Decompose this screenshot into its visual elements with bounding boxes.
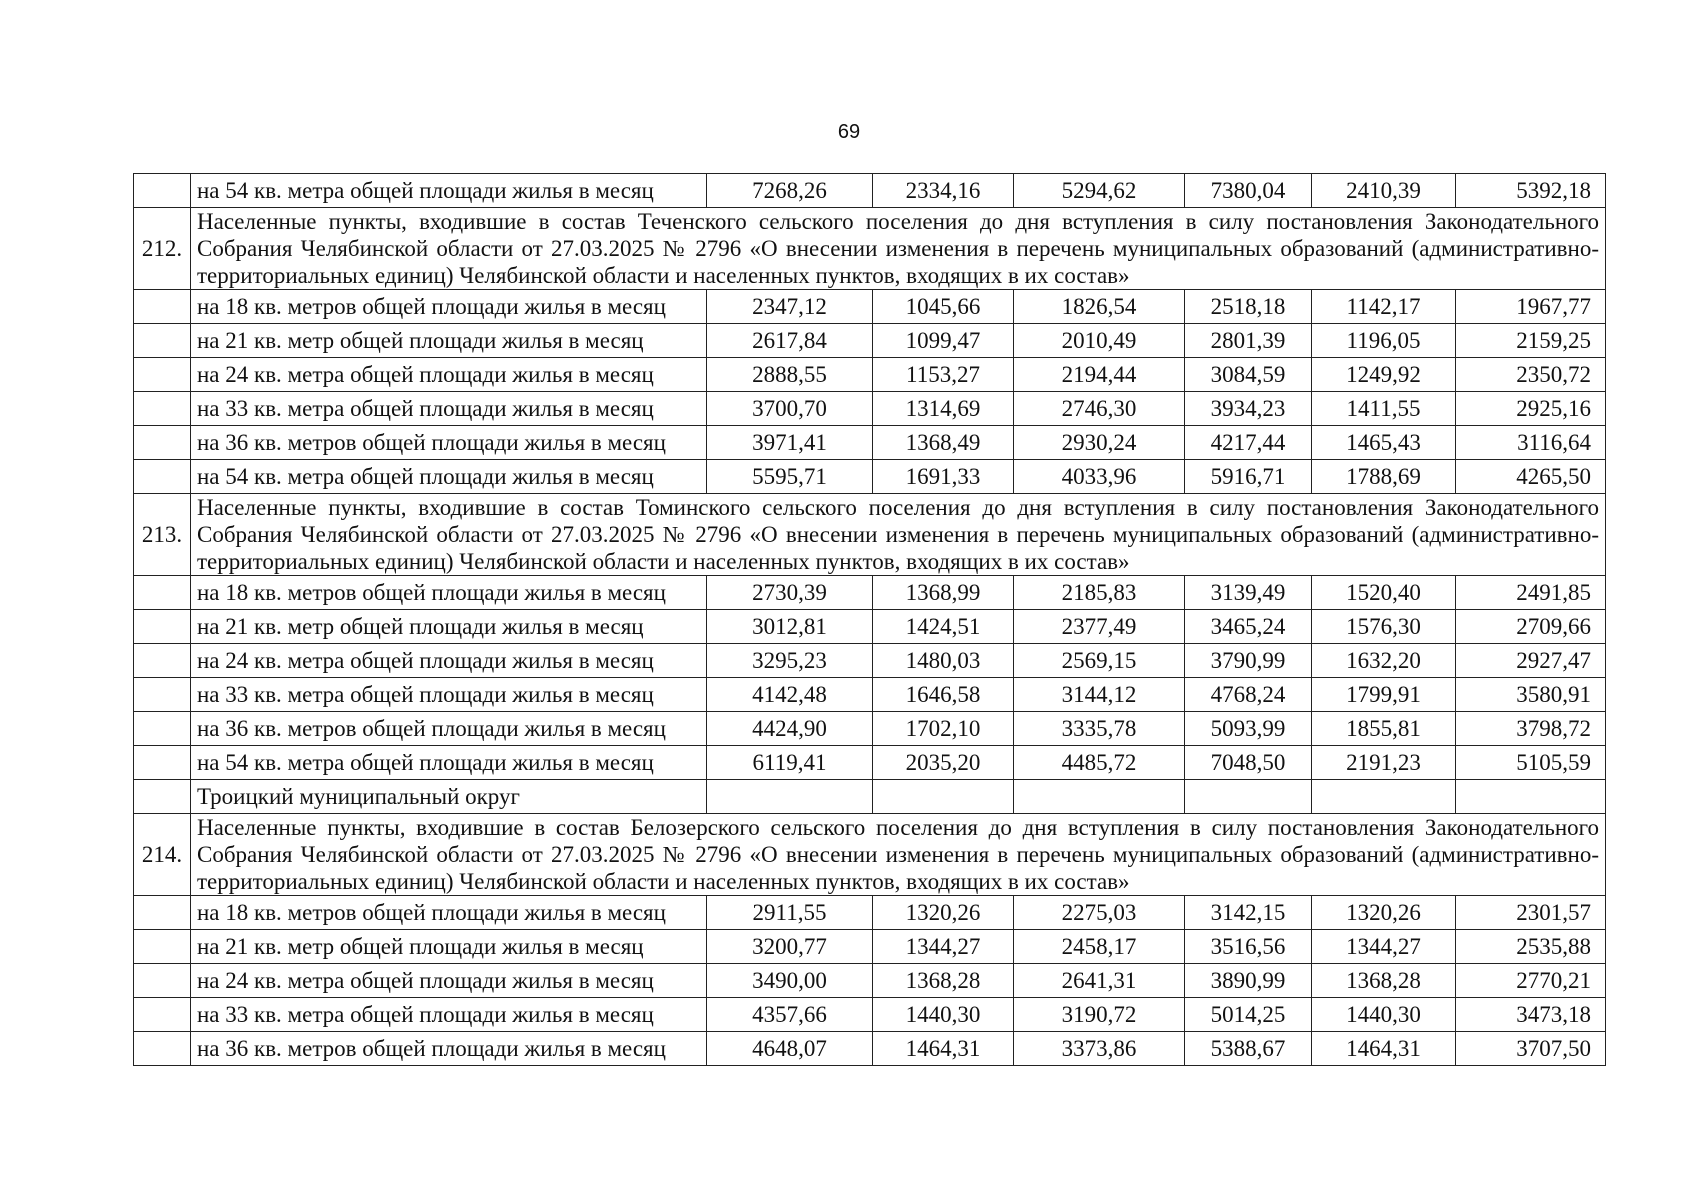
- value-cell: 2010,49: [1014, 324, 1185, 358]
- value-cell: [1185, 780, 1312, 814]
- value-cell: 2301,57: [1456, 896, 1606, 930]
- value-cell: 4485,72: [1014, 746, 1185, 780]
- row-number: [134, 426, 191, 460]
- value-cell: 3971,41: [707, 426, 873, 460]
- row-label: на 33 кв. метра общей площади жилья в месяц: [191, 678, 707, 712]
- value-cell: 1249,92: [1312, 358, 1456, 392]
- table-row: [134, 290, 1606, 324]
- row-label: на 18 кв. метров общей площади жилья в месяц: [191, 576, 707, 610]
- value-cell: [707, 780, 873, 814]
- value-cell: 3465,24: [1185, 610, 1312, 644]
- value-cell: 1576,30: [1312, 610, 1456, 644]
- value-cell: 1142,17: [1312, 290, 1456, 324]
- table-row: [134, 610, 1606, 644]
- value-cell: 2334,16: [873, 174, 1014, 208]
- value-cell: 5388,67: [1185, 1032, 1312, 1066]
- value-cell: 1440,30: [1312, 998, 1456, 1032]
- table-row: [134, 746, 1606, 780]
- value-cell: 1368,49: [873, 426, 1014, 460]
- row-label: на 54 кв. метра общей площади жилья в месяц: [191, 460, 707, 494]
- row-number: [134, 780, 191, 814]
- value-cell: 4217,44: [1185, 426, 1312, 460]
- value-cell: 1702,10: [873, 712, 1014, 746]
- row-number: 212.: [134, 208, 191, 290]
- value-cell: 7380,04: [1185, 174, 1312, 208]
- value-cell: 1099,47: [873, 324, 1014, 358]
- table-row: [134, 324, 1606, 358]
- value-cell: 2350,72: [1456, 358, 1606, 392]
- table-row: [134, 644, 1606, 678]
- section-description: Населенные пункты, входившие в состав Белозерского сельского поселения до дня вступления в силу постановления Законодательного Собрания Челябинской области от 27.03.2025 № 2796 «О внесении изменения в перечень муниципальных образований (административно-территориальных единиц) Челябинской области и населенных пунктов, входящих в их состав»: [191, 814, 1606, 896]
- row-label: Троицкий муниципальный округ: [191, 780, 707, 814]
- value-cell: 1855,81: [1312, 712, 1456, 746]
- value-cell: 2617,84: [707, 324, 873, 358]
- value-cell: 1368,99: [873, 576, 1014, 610]
- row-number: [134, 712, 191, 746]
- table-row: [134, 964, 1606, 998]
- table-row: [134, 426, 1606, 460]
- value-cell: 2535,88: [1456, 930, 1606, 964]
- row-number: 213.: [134, 494, 191, 576]
- value-cell: 1464,31: [1312, 1032, 1456, 1066]
- table-row: [134, 930, 1606, 964]
- value-cell: 1440,30: [873, 998, 1014, 1032]
- value-cell: 2035,20: [873, 746, 1014, 780]
- table-row: [134, 174, 1606, 208]
- row-number: [134, 174, 191, 208]
- table-row: [134, 780, 1606, 814]
- value-cell: 4033,96: [1014, 460, 1185, 494]
- value-cell: 1045,66: [873, 290, 1014, 324]
- value-cell: 6119,41: [707, 746, 873, 780]
- row-number: [134, 610, 191, 644]
- value-cell: 3700,70: [707, 392, 873, 426]
- value-cell: 3335,78: [1014, 712, 1185, 746]
- row-label: на 54 кв. метра общей площади жилья в месяц: [191, 174, 707, 208]
- value-cell: 3200,77: [707, 930, 873, 964]
- row-label: на 21 кв. метр общей площади жилья в месяц: [191, 610, 707, 644]
- value-cell: 1480,03: [873, 644, 1014, 678]
- table-body: [134, 174, 1606, 1066]
- value-cell: 2377,49: [1014, 610, 1185, 644]
- value-cell: 2641,31: [1014, 964, 1185, 998]
- value-cell: 1314,69: [873, 392, 1014, 426]
- row-label: на 21 кв. метр общей площади жилья в месяц: [191, 930, 707, 964]
- value-cell: 2770,21: [1456, 964, 1606, 998]
- value-cell: 1320,26: [1312, 896, 1456, 930]
- row-label: на 54 кв. метра общей площади жилья в месяц: [191, 746, 707, 780]
- row-label: на 36 кв. метров общей площади жилья в месяц: [191, 712, 707, 746]
- value-cell: 1799,91: [1312, 678, 1456, 712]
- row-label: на 24 кв. метра общей площади жилья в месяц: [191, 358, 707, 392]
- row-label: на 33 кв. метра общей площади жилья в месяц: [191, 392, 707, 426]
- table-row: [134, 576, 1606, 610]
- value-cell: 3934,23: [1185, 392, 1312, 426]
- value-cell: 5392,18: [1456, 174, 1606, 208]
- value-cell: 3473,18: [1456, 998, 1606, 1032]
- value-cell: 3116,64: [1456, 426, 1606, 460]
- value-cell: 2730,39: [707, 576, 873, 610]
- row-number: [134, 460, 191, 494]
- row-number: [134, 576, 191, 610]
- page-number: 69: [837, 121, 861, 143]
- row-number: [134, 392, 191, 426]
- table-row: [134, 460, 1606, 494]
- value-cell: [1456, 780, 1606, 814]
- table-row: [134, 1032, 1606, 1066]
- value-cell: 1520,40: [1312, 576, 1456, 610]
- value-cell: 2709,66: [1456, 610, 1606, 644]
- row-number: [134, 930, 191, 964]
- value-cell: 4142,48: [707, 678, 873, 712]
- row-number: 214.: [134, 814, 191, 896]
- value-cell: 3144,12: [1014, 678, 1185, 712]
- value-cell: 1368,28: [873, 964, 1014, 998]
- value-cell: 2518,18: [1185, 290, 1312, 324]
- value-cell: 3798,72: [1456, 712, 1606, 746]
- value-cell: 1424,51: [873, 610, 1014, 644]
- table-row: [134, 392, 1606, 426]
- value-cell: 2191,23: [1312, 746, 1456, 780]
- row-number: [134, 678, 191, 712]
- row-number: [134, 1032, 191, 1066]
- value-cell: 4648,07: [707, 1032, 873, 1066]
- value-cell: 1368,28: [1312, 964, 1456, 998]
- value-cell: 1967,77: [1456, 290, 1606, 324]
- row-label: на 36 кв. метров общей площади жилья в месяц: [191, 426, 707, 460]
- value-cell: 2925,16: [1456, 392, 1606, 426]
- value-cell: 4768,24: [1185, 678, 1312, 712]
- value-cell: 2185,83: [1014, 576, 1185, 610]
- value-cell: 3790,99: [1185, 644, 1312, 678]
- value-cell: 3373,86: [1014, 1032, 1185, 1066]
- value-cell: 1320,26: [873, 896, 1014, 930]
- value-cell: 2275,03: [1014, 896, 1185, 930]
- value-cell: 1344,27: [873, 930, 1014, 964]
- value-cell: 1465,43: [1312, 426, 1456, 460]
- value-cell: 5093,99: [1185, 712, 1312, 746]
- value-cell: 3890,99: [1185, 964, 1312, 998]
- value-cell: 1344,27: [1312, 930, 1456, 964]
- value-cell: 1826,54: [1014, 290, 1185, 324]
- table-row: [134, 998, 1606, 1032]
- value-cell: 4424,90: [707, 712, 873, 746]
- value-cell: 3580,91: [1456, 678, 1606, 712]
- row-number: [134, 324, 191, 358]
- row-label: на 18 кв. метров общей площади жилья в месяц: [191, 896, 707, 930]
- section-description: Населенные пункты, входившие в состав Томинского сельского поселения до дня вступления в силу постановления Законодательного Собрания Челябинской области от 27.03.2025 № 2796 «О внесении изменения в перечень муниципальных образований (административно-территориальных единиц) Челябинской области и населенных пунктов, входящих в их состав»: [191, 494, 1606, 576]
- row-number: [134, 358, 191, 392]
- row-number: [134, 964, 191, 998]
- value-cell: 3516,56: [1185, 930, 1312, 964]
- section-header-row: [134, 494, 1606, 576]
- value-cell: 3142,15: [1185, 896, 1312, 930]
- row-number: [134, 290, 191, 324]
- value-cell: 2347,12: [707, 290, 873, 324]
- value-cell: 2569,15: [1014, 644, 1185, 678]
- value-cell: 7268,26: [707, 174, 873, 208]
- value-cell: 3707,50: [1456, 1032, 1606, 1066]
- value-cell: 3139,49: [1185, 576, 1312, 610]
- table-row: [134, 712, 1606, 746]
- value-cell: 2491,85: [1456, 576, 1606, 610]
- value-cell: 3295,23: [707, 644, 873, 678]
- row-label: на 24 кв. метра общей площади жилья в месяц: [191, 644, 707, 678]
- value-cell: [1312, 780, 1456, 814]
- value-cell: 2927,47: [1456, 644, 1606, 678]
- value-cell: 1464,31: [873, 1032, 1014, 1066]
- value-cell: 2194,44: [1014, 358, 1185, 392]
- value-cell: [873, 780, 1014, 814]
- value-cell: 2746,30: [1014, 392, 1185, 426]
- value-cell: 1691,33: [873, 460, 1014, 494]
- value-cell: 5014,25: [1185, 998, 1312, 1032]
- value-cell: 3084,59: [1185, 358, 1312, 392]
- value-cell: 2801,39: [1185, 324, 1312, 358]
- row-number: [134, 896, 191, 930]
- value-cell: 1196,05: [1312, 324, 1456, 358]
- value-cell: 4265,50: [1456, 460, 1606, 494]
- row-number: [134, 746, 191, 780]
- row-label: на 18 кв. метров общей площади жилья в месяц: [191, 290, 707, 324]
- value-cell: 1153,27: [873, 358, 1014, 392]
- value-cell: 5105,59: [1456, 746, 1606, 780]
- row-label: на 33 кв. метра общей площади жилья в месяц: [191, 998, 707, 1032]
- value-cell: 4357,66: [707, 998, 873, 1032]
- value-cell: 2458,17: [1014, 930, 1185, 964]
- value-cell: 1788,69: [1312, 460, 1456, 494]
- value-cell: 3490,00: [707, 964, 873, 998]
- row-label: на 36 кв. метров общей площади жилья в месяц: [191, 1032, 707, 1066]
- value-cell: 1411,55: [1312, 392, 1456, 426]
- value-cell: 5595,71: [707, 460, 873, 494]
- table-row: [134, 358, 1606, 392]
- value-cell: 5294,62: [1014, 174, 1185, 208]
- value-cell: 2888,55: [707, 358, 873, 392]
- section-description: Населенные пункты, входившие в состав Теченского сельского поселения до дня вступления в силу постановления Законодательного Собрания Челябинской области от 27.03.2025 № 2796 «О внесении изменения в перечень муниципальных образований (административно-территориальных единиц) Челябинской области и населенных пунктов, входящих в их состав»: [191, 208, 1606, 290]
- row-label: на 21 кв. метр общей площади жилья в месяц: [191, 324, 707, 358]
- table-row: [134, 896, 1606, 930]
- value-cell: 3012,81: [707, 610, 873, 644]
- value-cell: 2911,55: [707, 896, 873, 930]
- value-cell: 1632,20: [1312, 644, 1456, 678]
- table-row: [134, 678, 1606, 712]
- value-cell: 5916,71: [1185, 460, 1312, 494]
- section-header-row: [134, 208, 1606, 290]
- tariff-table: [133, 173, 1606, 1066]
- value-cell: 2930,24: [1014, 426, 1185, 460]
- row-label: на 24 кв. метра общей площади жилья в месяц: [191, 964, 707, 998]
- row-number: [134, 998, 191, 1032]
- row-number: [134, 644, 191, 678]
- section-header-row: [134, 814, 1606, 896]
- value-cell: 1646,58: [873, 678, 1014, 712]
- value-cell: 2410,39: [1312, 174, 1456, 208]
- value-cell: 2159,25: [1456, 324, 1606, 358]
- value-cell: 3190,72: [1014, 998, 1185, 1032]
- value-cell: [1014, 780, 1185, 814]
- value-cell: 7048,50: [1185, 746, 1312, 780]
